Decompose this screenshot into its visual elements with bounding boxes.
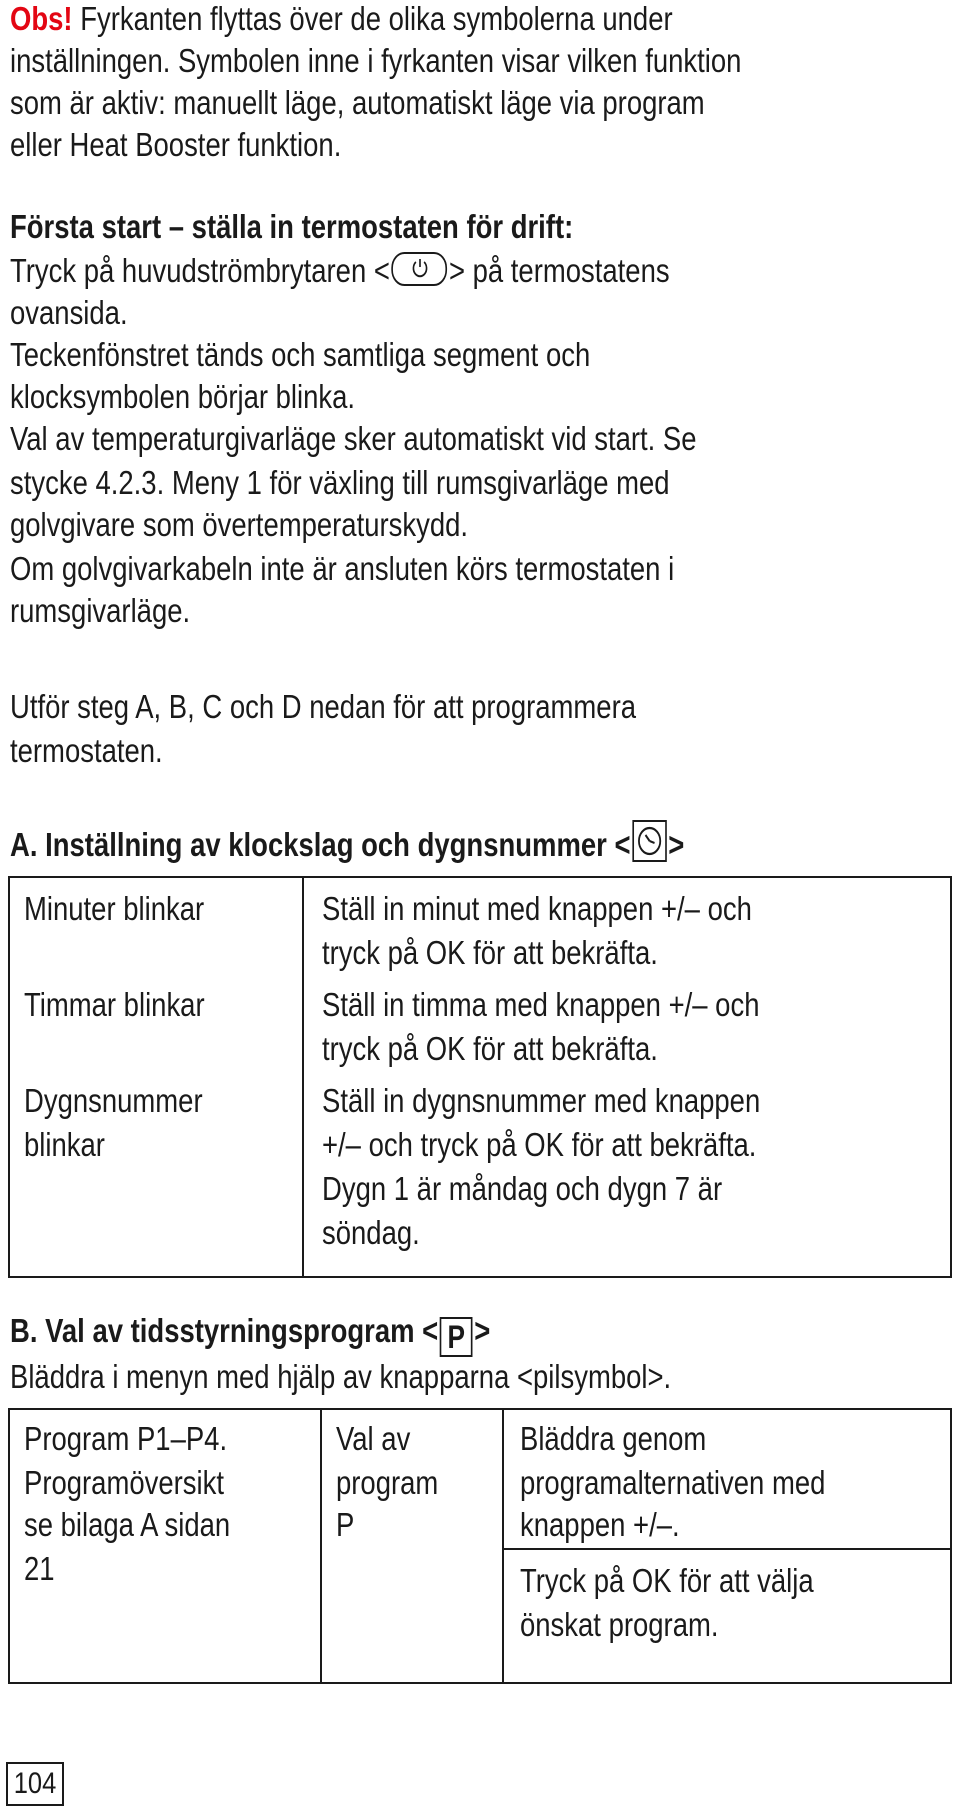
row-day-desc-4: söndag. bbox=[322, 1215, 420, 1252]
row-minutes-desc-2: tryck på OK för att bekräfta. bbox=[322, 935, 658, 972]
row-day-desc-1: Ställ in dygnsnummer med knappen bbox=[322, 1083, 761, 1120]
clock-icon bbox=[632, 820, 666, 862]
program-col1-line-4: 21 bbox=[24, 1551, 55, 1588]
row-day-desc-2: +/– och tryck på OK för att bekräfta. bbox=[322, 1127, 757, 1164]
steps-intro-line-1: Utför steg A, B, C och D nedan för att programmera bbox=[10, 689, 636, 726]
intro-line-3: som är aktiv: manuellt läge, automatiskt läge via program bbox=[10, 85, 705, 122]
program-col1-line-2: Programöversikt bbox=[24, 1465, 224, 1502]
program-col3-top-line-3: knappen +/–. bbox=[520, 1507, 680, 1544]
row-hours-desc-2: tryck på OK för att bekräfta. bbox=[322, 1031, 658, 1068]
first-start-line-3: Teckenfönstret tänds och samtliga segment och bbox=[10, 337, 591, 374]
section-b-heading bbox=[10, 1310, 490, 1357]
first-start-heading: Första start – ställa in termostaten för drift: bbox=[10, 209, 574, 246]
first-start-line-8: Om golvgivarkabeln inte är ansluten körs termostaten i bbox=[10, 551, 675, 588]
first-start-line-5: Val av temperaturgivarläge sker automatiskt vid start. Se bbox=[10, 421, 697, 458]
first-start-line-4: klocksymbolen börjar blinka. bbox=[10, 379, 356, 416]
row-hours-desc-1: Ställ in timma med knappen +/– och bbox=[322, 987, 760, 1024]
first-start-line-2: ovansida. bbox=[10, 295, 128, 332]
first-start-line-7: golvgivare som övertemperaturskydd. bbox=[10, 507, 469, 544]
intro-line-2: inställningen. Symbolen inne i fyrkanten visar vilken funktion bbox=[10, 43, 742, 80]
first-start-line-1 bbox=[10, 250, 670, 294]
section-b-heading-text: B. Val av tidsstyrningsprogram < bbox=[10, 1313, 439, 1350]
program-col2-line-1: Val av bbox=[336, 1421, 411, 1458]
row-minutes-label: Minuter blinkar bbox=[24, 891, 205, 928]
section-a-table-divider bbox=[302, 876, 304, 1278]
program-col1-line-3: se bilaga A sidan bbox=[24, 1507, 231, 1544]
first-start-line-1-after: > på termostatens bbox=[448, 253, 670, 290]
first-start-line-6: stycke 4.2.3. Meny 1 för växling till rumsgivarläge med bbox=[10, 465, 670, 502]
intro-line-4: eller Heat Booster funktion. bbox=[10, 127, 342, 164]
section-a-heading bbox=[10, 820, 684, 868]
first-start-line-9: rumsgivarläge. bbox=[10, 593, 191, 630]
row-hours-label: Timmar blinkar bbox=[24, 987, 205, 1024]
page-number-text: 104 bbox=[13, 1767, 57, 1800]
section-b-subline: Bläddra i menyn med hjälp av knapparna <pilsymbol>. bbox=[10, 1359, 672, 1396]
page-number bbox=[6, 1762, 64, 1806]
section-b-divider-2 bbox=[502, 1408, 504, 1684]
section-b-row-divider bbox=[502, 1548, 952, 1550]
intro-line-1-text: Fyrkanten flyttas över de olika symbolerna under bbox=[80, 1, 673, 38]
section-a-heading-close: > bbox=[668, 827, 685, 864]
row-day-label-2: blinkar bbox=[24, 1127, 105, 1164]
program-col3-bottom-line-2: önskat program. bbox=[520, 1607, 719, 1644]
section-a-heading-text: A. Inställning av klockslag och dygnsnummer < bbox=[10, 827, 631, 864]
program-col2-line-3: P bbox=[336, 1507, 355, 1544]
row-minutes-desc-1: Ställ in minut med knappen +/– och bbox=[322, 891, 752, 928]
program-p-icon: P bbox=[440, 1317, 473, 1357]
section-b-divider-1 bbox=[320, 1408, 322, 1684]
program-col3-top-line-1: Bläddra genom bbox=[520, 1421, 707, 1458]
first-start-line-1-before: Tryck på huvudströmbrytaren < bbox=[10, 253, 390, 290]
obs-label: Obs! bbox=[10, 1, 73, 38]
power-button-icon bbox=[392, 252, 448, 286]
program-col1-line-1: Program P1–P4. bbox=[24, 1421, 228, 1458]
row-day-label-1: Dygnsnummer bbox=[24, 1083, 203, 1120]
section-b-heading-close: > bbox=[474, 1313, 491, 1350]
intro-line-1 bbox=[10, 0, 673, 42]
row-day-desc-3: Dygn 1 är måndag och dygn 7 är bbox=[322, 1171, 723, 1208]
program-col3-top-line-2: programalternativen med bbox=[520, 1465, 826, 1502]
program-col3-bottom-line-1: Tryck på OK för att välja bbox=[520, 1563, 814, 1600]
program-col2-line-2: program bbox=[336, 1465, 439, 1502]
steps-intro-line-2: termostaten. bbox=[10, 733, 163, 770]
